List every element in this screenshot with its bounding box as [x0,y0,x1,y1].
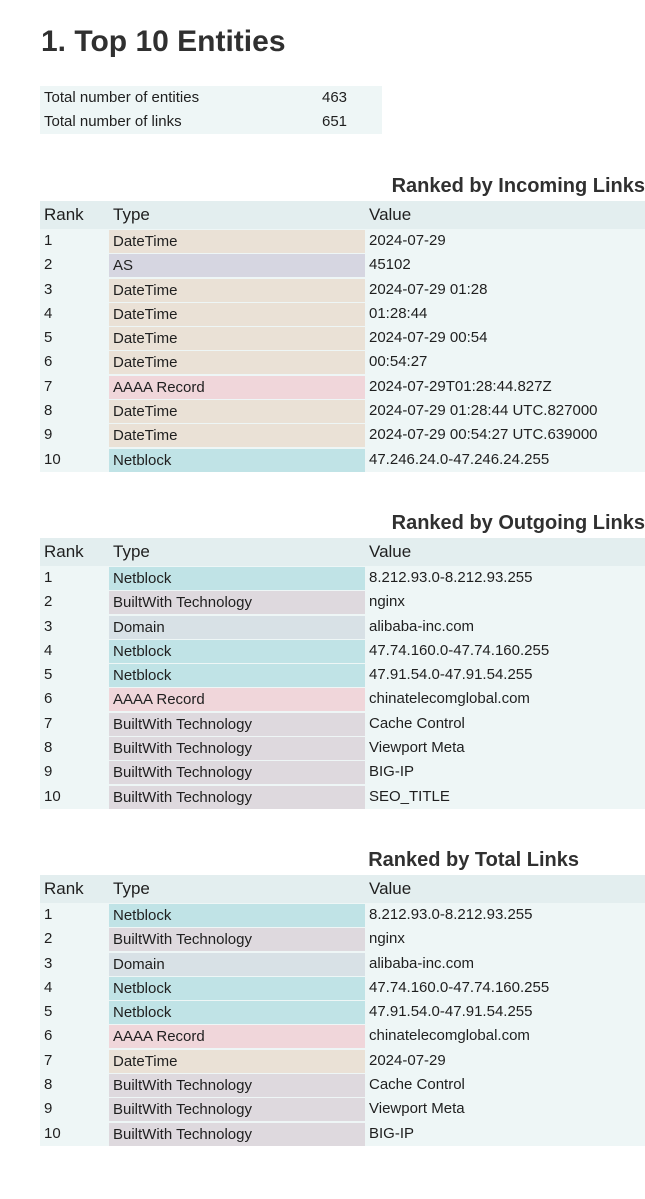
header-value: Value [369,879,412,898]
rank-cell: 3 [44,954,53,972]
rank-cell: 3 [44,280,53,298]
type-cell: AAAA Record [109,376,365,399]
type-cell: Netblock [109,567,365,590]
value-cell: SEO_TITLE [369,787,450,805]
table-row [40,927,645,951]
type-cell: Netblock [109,449,365,472]
header-rank: Rank [44,879,84,898]
type-cell: AAAA Record [109,688,365,711]
table-row [40,639,645,663]
type-cell: BuiltWith Technology [109,713,365,736]
type-cell: Netblock [109,904,365,927]
value-cell: 2024-07-29 01:28:44 UTC.827000 [369,402,598,420]
value-cell: Cache Control [369,714,465,732]
section-title: Ranked by Incoming Links [391,175,645,197]
rank-cell: 3 [44,617,53,635]
section-total [40,845,645,1146]
type-cell: Netblock [109,977,365,1000]
value-cell: BIG-IP [369,1124,415,1142]
table-row [40,399,645,423]
value-cell: Viewport Meta [369,739,465,757]
table-row [40,566,645,590]
table-row [40,375,645,399]
table-row [40,302,645,326]
type-cell: DateTime [109,230,365,253]
type-cell: DateTime [109,400,365,423]
table-row [40,760,645,784]
table-row [40,736,645,760]
table-header [40,538,645,566]
table-body [40,229,645,472]
rank-cell: 5 [44,666,53,684]
value-cell: nginx [369,930,405,948]
table-row [40,448,645,472]
rank-cell: 5 [44,329,53,347]
value-cell: chinatelecomglobal.com [369,690,530,708]
type-cell: BuiltWith Technology [109,1098,365,1121]
header-rank: Rank [44,205,84,224]
type-cell: BuiltWith Technology [109,591,365,614]
page-title: 1. Top 10 Entities [41,25,286,58]
rank-cell: 2 [44,593,53,611]
rank-cell: 1 [44,232,53,249]
rank-cell: 1 [44,569,53,586]
value-cell: 2024-07-29 00:54:27 UTC.639000 [369,426,598,444]
summary-table [40,86,382,134]
type-cell: BuiltWith Technology [109,737,365,760]
value-cell: 00:54:27 [369,353,428,371]
type-cell: BuiltWith Technology [109,761,365,784]
table-row [40,785,645,809]
type-cell: DateTime [109,351,365,374]
rank-cell: 4 [44,978,53,996]
header-type: Type [113,879,150,898]
type-cell: Domain [109,616,365,639]
summary-value: 651 [322,113,348,130]
rank-cell: 8 [44,402,53,420]
table-row [40,903,645,927]
table-row [40,1122,645,1146]
type-cell: DateTime [109,327,365,350]
rank-cell: 7 [44,377,53,395]
table-row [40,663,645,687]
rank-cell: 6 [44,1027,53,1045]
rank-cell: 10 [44,1124,61,1142]
header-value: Value [369,542,412,561]
table-row [40,976,645,1000]
section-incoming [40,171,645,472]
value-cell: alibaba-inc.com [369,617,475,635]
summary-value: 463 [322,89,348,106]
table-row [40,712,645,736]
type-cell: BuiltWith Technology [109,928,365,951]
type-cell: Netblock [109,1001,365,1024]
type-cell: AS [109,254,365,277]
summary-row-entities [40,86,382,110]
value-cell: 2024-07-29 [369,1051,446,1069]
rank-cell: 10 [44,787,61,805]
rank-cell: 9 [44,1100,53,1118]
table-row [40,1000,645,1024]
value-cell: Cache Control [369,1076,465,1094]
value-cell: 2024-07-29T01:28:44.827Z [369,377,552,395]
type-cell: DateTime [109,279,365,302]
header-type: Type [113,205,150,224]
type-cell: Netblock [109,640,365,663]
rank-cell: 9 [44,426,53,444]
value-cell: 47.91.54.0-47.91.54.255 [369,1003,533,1021]
table-header [40,201,645,229]
summary-label: Total number of links [44,113,182,130]
table-row [40,278,645,302]
value-cell: chinatelecomglobal.com [369,1027,530,1045]
value-cell: 2024-07-29 01:28 [369,280,488,298]
type-cell: AAAA Record [109,1025,365,1048]
rank-cell: 5 [44,1003,53,1021]
value-cell: 47.74.160.0-47.74.160.255 [369,641,550,659]
value-cell: 45102 [369,256,411,274]
rank-cell: 8 [44,739,53,757]
value-cell: 47.91.54.0-47.91.54.255 [369,666,533,684]
table-row [40,253,645,277]
table-row [40,615,645,639]
rank-cell: 6 [44,690,53,708]
table-row [40,687,645,711]
rank-cell: 2 [44,256,53,274]
type-cell: BuiltWith Technology [109,1123,365,1146]
value-cell: 2024-07-29 [369,232,446,249]
rank-cell: 8 [44,1076,53,1094]
rank-cell: 7 [44,714,53,732]
table-row [40,229,645,253]
table-row [40,350,645,374]
type-cell: DateTime [109,303,365,326]
value-cell: 8.212.93.0-8.212.93.255 [369,569,533,586]
value-cell: 8.212.93.0-8.212.93.255 [369,906,533,923]
table-row [40,952,645,976]
table-header [40,875,645,903]
section-title: Ranked by Outgoing Links [391,512,645,534]
value-cell: BIG-IP [369,763,415,781]
type-cell: Domain [109,953,365,976]
table-row [40,1097,645,1121]
type-cell: BuiltWith Technology [109,786,365,809]
summary-row-links [40,110,382,134]
value-cell: alibaba-inc.com [369,954,475,972]
header-rank: Rank [44,542,84,561]
type-cell: DateTime [109,424,365,447]
rank-cell: 1 [44,906,53,923]
rank-cell: 6 [44,353,53,371]
section-outgoing [40,508,645,809]
header-type: Type [113,542,150,561]
table-row [40,1049,645,1073]
type-cell: DateTime [109,1050,365,1073]
value-cell: 2024-07-29 00:54 [369,329,488,347]
value-cell: 01:28:44 [369,304,428,322]
table-row [40,590,645,614]
section-title: Ranked by Total Links [368,849,579,871]
value-cell: 47.246.24.0-47.246.24.255 [369,450,550,468]
table-row [40,423,645,447]
table-body [40,903,645,1146]
table-row [40,1073,645,1097]
table-row [40,326,645,350]
value-cell: 47.74.160.0-47.74.160.255 [369,978,550,996]
rank-cell: 4 [44,641,53,659]
rank-cell: 2 [44,930,53,948]
rank-cell: 4 [44,304,53,322]
header-value: Value [369,205,412,224]
type-cell: BuiltWith Technology [109,1074,365,1097]
rank-cell: 7 [44,1051,53,1069]
summary-label: Total number of entities [44,89,200,106]
table-body [40,566,645,809]
value-cell: Viewport Meta [369,1100,465,1118]
table-row [40,1024,645,1048]
rank-cell: 9 [44,763,53,781]
type-cell: Netblock [109,664,365,687]
value-cell: nginx [369,593,405,611]
rank-cell: 10 [44,450,61,468]
